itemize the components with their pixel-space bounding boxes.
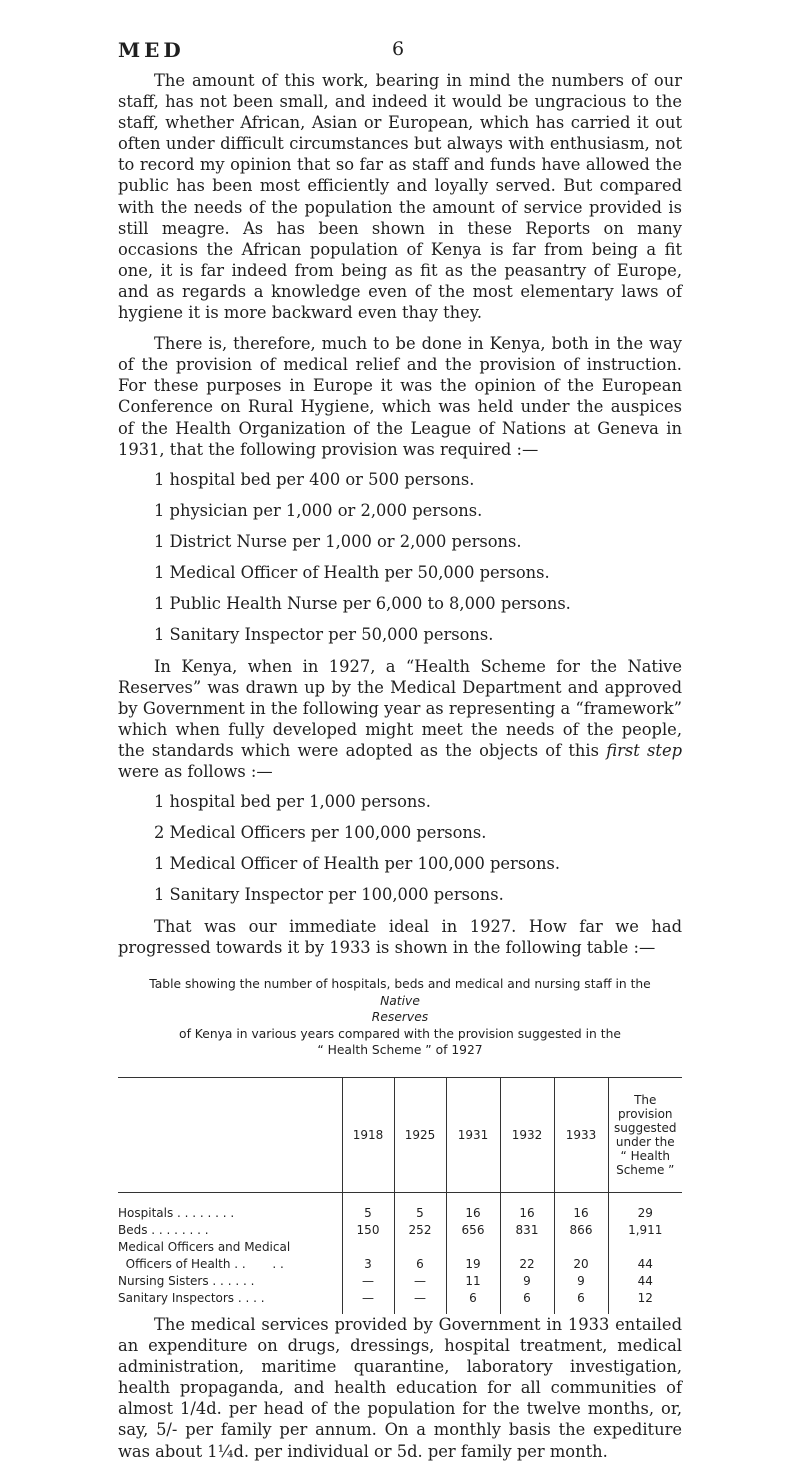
column-header: 1925 — [394, 1077, 446, 1192]
table-row: Beds . . . . . . . . 150 252 656 831 866 1,911 — [118, 1222, 682, 1239]
column-header: 1918 — [342, 1077, 394, 1192]
list-item: 1 Public Health Nurse per 6,000 to 8,000 persons. — [154, 593, 571, 613]
table-caption: Table showing the number of hospitals, beds and medical and nursing staff in the Native Reserves of Kenya in various years compared with the provision suggested in the “ Health Scheme ” of 1927 — [149, 977, 651, 1058]
table-row: Hospitals . . . . . . . . 5 5 16 16 16 29 — [118, 1205, 682, 1222]
table-row: Medical Officers and Medical — [118, 1239, 682, 1256]
paragraph-expenditure: The medical services provided by Government in 1933 entailed an expenditure on drugs, dressings, hospital treatment, medical administration, maritime quarantine, laboratory investigation, health propaganda, and health education for all communities of almost 1/4d. per head of the population for the twelve months, or, say, 5/- per family per annum. On a monthly basis the expediture was about 1¼d. per individual or 5d. per family per month. — [118, 1314, 682, 1461]
list-item: 1 Medical Officer of Health per 100,000 persons. — [154, 854, 560, 874]
list-item: 1 Sanitary Inspector per 100,000 persons. — [154, 885, 504, 905]
list-item: 1 Sanitary Inspector per 50,000 persons. — [154, 624, 494, 644]
column-header: 1932 — [500, 1077, 554, 1192]
page-header — [118, 38, 678, 68]
table-row: Nursing Sisters . . . . . . — — 11 9 9 44 — [118, 1273, 682, 1290]
table-header-row — [118, 1077, 682, 1192]
paragraph-health-scheme: In Kenya, when in 1927, a “Health Scheme for the Native Reserves” was drawn up by the Medical Department and approved by Government in the following year as representing a “framework” which when fully developed might meet the needs of the people, the standards which were adopted as the objects of this first step were as follows :— — [118, 656, 683, 782]
table-row: Officers of Health . . . . 3 6 19 22 20 44 — [118, 1256, 682, 1273]
column-header: 1931 — [446, 1077, 500, 1192]
list-item: 1 physician per 1,000 or 2,000 persons. — [154, 500, 483, 520]
header-label-cell — [118, 1077, 342, 1192]
list-item: 1 hospital bed per 400 or 500 persons. — [154, 469, 475, 489]
column-header: 1933 — [554, 1077, 608, 1192]
page-number: 6 — [391, 38, 405, 60]
emphasis-first-step: first step — [606, 741, 683, 761]
list-item: 2 Medical Officers per 100,000 persons. — [154, 823, 487, 843]
paragraph-european-conference: There is, therefore, much to be done in Kenya, both in the way of the provision of medical relief and the provision of instruction. For these purposes in Europe it was the opinion of the European Conference on Rural Hygiene, which was held under the auspices of the Health Organization of the League of Nations at Geneva in 1931, that the following provision was required :— — [118, 334, 682, 459]
page-body — [118, 70, 682, 1462]
list-item: 1 District Nurse per 1,000 or 2,000 persons. — [154, 531, 522, 551]
column-header: The provision suggested under the “ Health Scheme ” — [608, 1077, 682, 1192]
paragraph-staff-work: The amount of this work, bearing in mind the numbers of our staff, has not been small, and indeed it would be ungracious to the staff, whether African, Asian or European, which has carried it out often under difficult circumstances but always with enthusiasm, not to record my opinion that so far as staff and funds have allowed the public has been most efficiently and loyally served. But compared with the needs of the population the amount of service provided is still meagre. As has been shown in these Reports on many occasions the African population of Kenya is far from being a fit one, it is far indeed from being as fit as the peasantry of Europe, and as regards a knowledge even of the most elementary laws of hygiene it is more backward even thay they. — [118, 71, 682, 323]
table-row: Sanitary Inspectors . . . . — — 6 6 6 12 — [118, 1290, 682, 1314]
kenya-standards-list — [118, 792, 682, 905]
department-code: MED — [118, 38, 185, 62]
list-item: 1 Medical Officer of Health per 50,000 persons. — [154, 562, 550, 582]
paragraph-progress: That was our immediate ideal in 1927. How far we had progressed towards it by 1933 is shown in the following table :— — [118, 917, 682, 958]
list-item: 1 hospital bed per 1,000 persons. — [154, 792, 431, 812]
europe-provision-list — [118, 470, 682, 645]
staff-table — [118, 1077, 682, 1314]
